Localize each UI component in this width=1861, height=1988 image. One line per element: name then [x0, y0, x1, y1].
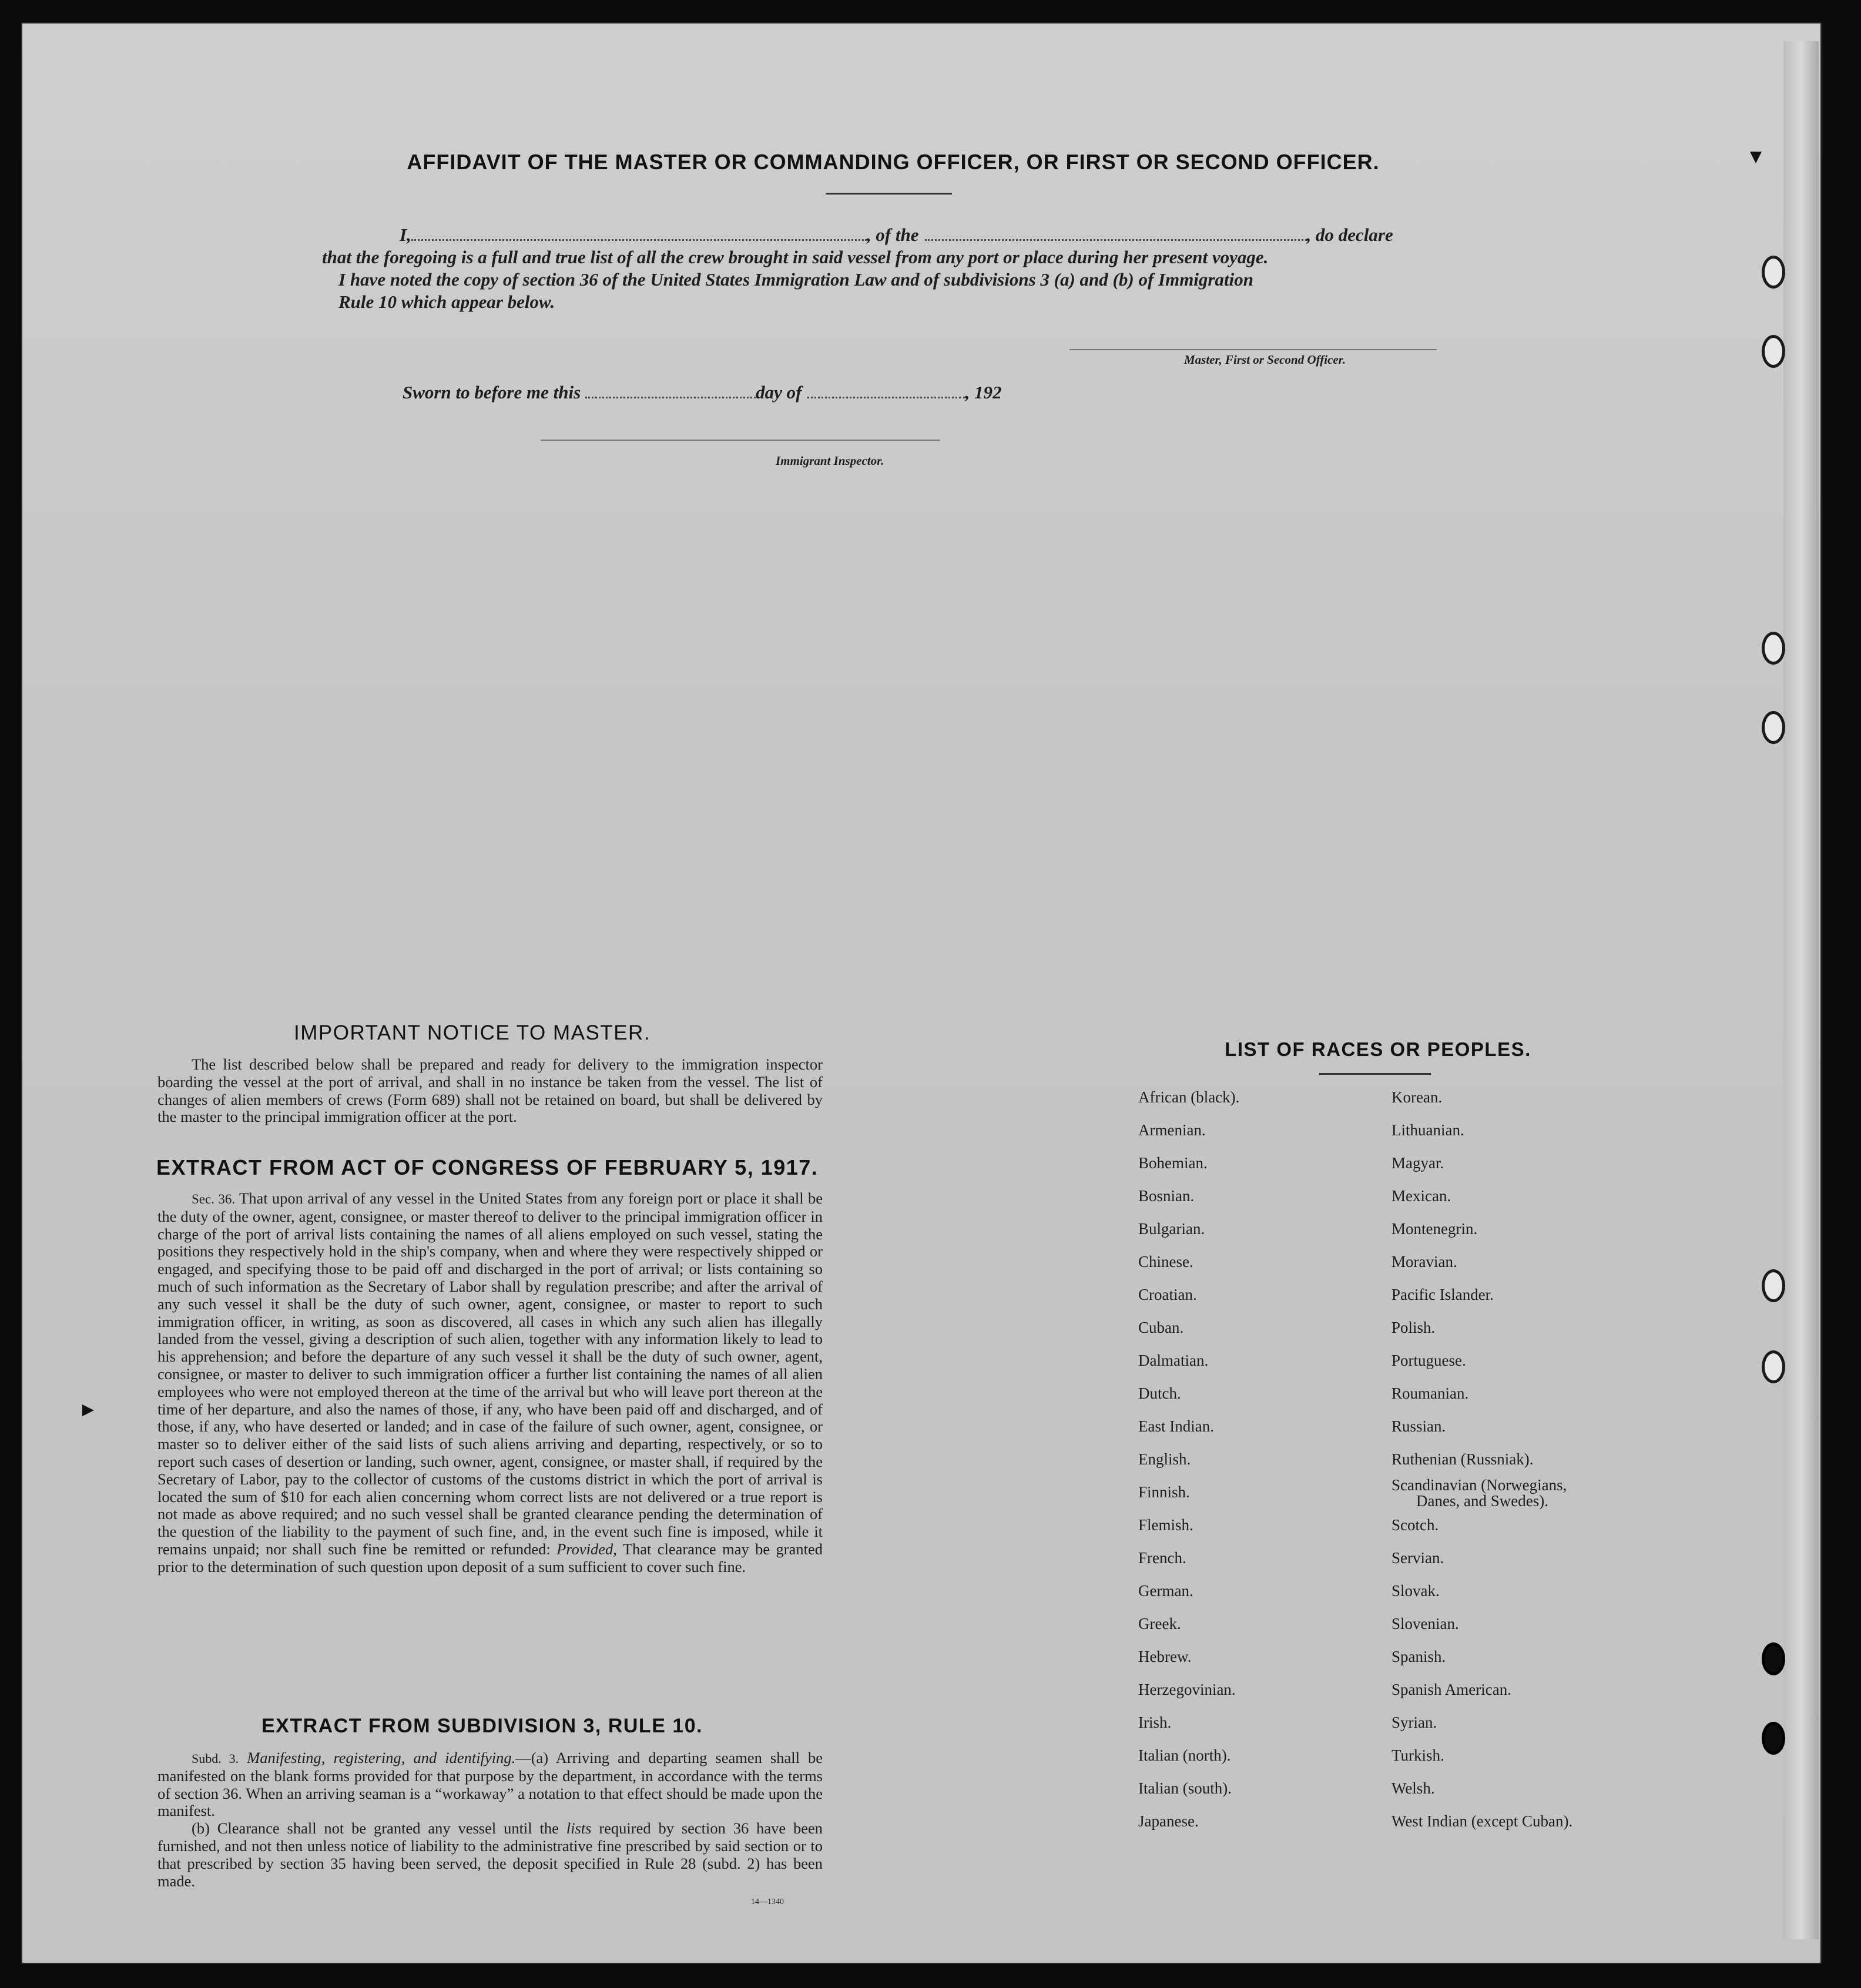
subd-b-text-2: required by section 36 have been furnished, and not then unless notice of liability to the administrative fine prescribed by said section or to that prescribed by section 35 having been served, the deposit specified in Rule 28 (subd. 2) has been made. [157, 1819, 823, 1890]
subd-b-text-1: (b) Clearance shall not be granted any vessel until the [192, 1819, 559, 1838]
race-item: Slovak. [1391, 1582, 1440, 1600]
page-edge [1783, 41, 1819, 1939]
binder-hole [1762, 1269, 1785, 1302]
race-item: Chinese. [1138, 1253, 1193, 1270]
race-item: Dalmatian. [1138, 1352, 1209, 1369]
affidavit-line-2: that the foregoing is a full and true list of all the crew brought in said vessel from any port or place during her present voyage. [322, 247, 1269, 267]
race-item: Pacific Islander. [1391, 1286, 1494, 1303]
binder-hole [1762, 711, 1785, 744]
affidavit-do-declare: , do declare [1306, 224, 1393, 245]
race-item: Montenegrin. [1391, 1220, 1478, 1238]
year-text: , 192 [965, 382, 1002, 403]
form-number: 14—1340 [751, 1898, 784, 1906]
race-item: Flemish. [1138, 1516, 1193, 1534]
act-provided: Provided, [556, 1540, 617, 1558]
race-item: African (black). [1138, 1088, 1240, 1106]
race-item: French. [1138, 1549, 1186, 1567]
affidavit-i: I, [400, 224, 411, 245]
race-item: Mexican. [1391, 1187, 1451, 1205]
race-item-continuation: Danes, and Swedes). [1416, 1492, 1548, 1510]
day-of-text: day of [756, 382, 802, 403]
binder-hole [1762, 1722, 1785, 1755]
race-item: Moravian. [1391, 1253, 1457, 1270]
race-item-text: Scandinavian (Norwegians, [1391, 1476, 1567, 1494]
race-item: Spanish American. [1391, 1681, 1511, 1698]
race-item: Portuguese. [1391, 1352, 1466, 1369]
binder-hole [1762, 632, 1785, 665]
race-item: Magyar. [1391, 1154, 1444, 1172]
month-blank[interactable] [807, 397, 965, 398]
race-item: Greek. [1138, 1615, 1181, 1632]
race-item: Korean. [1391, 1088, 1443, 1106]
rule10-title: EXTRACT FROM SUBDIVISION 3, RULE 10. [261, 1715, 703, 1737]
binder-hole [1762, 256, 1785, 289]
inspector-signature-label: Immigrant Inspector. [776, 454, 884, 468]
subd-label: Subd. 3. [192, 1751, 239, 1766]
race-item: Bosnian. [1138, 1187, 1195, 1205]
day-blank[interactable] [585, 397, 756, 398]
race-item: Croatian. [1138, 1286, 1197, 1303]
race-item: West Indian (except Cuban). [1391, 1812, 1573, 1830]
binder-hole [1762, 335, 1785, 368]
subd-heading: Manifesting, registering, and identifying. [247, 1749, 516, 1766]
vessel-blank[interactable] [925, 239, 1307, 241]
race-item: Roumanian. [1391, 1384, 1469, 1402]
race-item: Herzegovinian. [1138, 1681, 1236, 1698]
race-item: English. [1138, 1450, 1191, 1468]
race-item [1391, 1477, 1644, 1509]
race-item: Slovenian. [1391, 1615, 1459, 1632]
race-item: Finnish. [1138, 1483, 1190, 1501]
arrow-marker-icon [82, 1404, 94, 1416]
affidavit-line-4: Rule 10 which appear below. [338, 291, 555, 312]
race-item: Russian. [1391, 1417, 1446, 1435]
affidavit-title: AFFIDAVIT OF THE MASTER OR COMMANDING OFFICER, OR FIRST OR SECOND OFFICER. [407, 150, 1380, 174]
rule10-text [157, 1749, 823, 1890]
document-page [22, 24, 1820, 1963]
notice-body: The list described below shall be prepared and ready for delivery to the immigration inspector boarding the vessel at the port of arrival, and shall in no instance be taken from the vessel. The list of changes of alien members of crews (Form 689) shall not be retained on board, but shall be delivered by the master to the principal immigration officer at the port. [157, 1055, 823, 1126]
race-item: Welsh. [1391, 1779, 1435, 1797]
race-item: Servian. [1391, 1549, 1444, 1567]
race-item: Spanish. [1391, 1648, 1446, 1665]
race-item: Italian (north). [1138, 1746, 1231, 1764]
race-item: Dutch. [1138, 1384, 1181, 1402]
binder-hole [1762, 1350, 1785, 1383]
notice-text [157, 1056, 823, 1126]
race-item: East Indian. [1138, 1417, 1214, 1435]
act-body: That upon arrival of any vessel in the United States from any foreign port or place it shall be the duty of the owner, agent, consignee, or master thereof to deliver to the principal immigration officer in charge of the port of arrival lists containing the names of all aliens employed on such vessel, stating the positions they respectively hold in the ship's company, when and where they were respectively shipped or engaged, and specifying those to be paid off and discharged in the port of arrival; or lists containing so much of such information as the Secretary of Labor shall by regulation prescribe; and after the arrival of any such vessel it shall be the duty of such owner, agent, consignee, or master to report to such immigration officer, in writing, as soon as discovered, all cases in which any such alien has illegally landed from the vessel, giving a description of such alien, together with any information likely to lead to his apprehension; and before the departure of any such vessel it shall be the duty of such owner, agent, consignee, or master to deliver to such immigration officer a further list containing the names of all alien employees who were not employed thereon at the time of the arrival but who will leave port thereon at the time of her departure, and also the names of those, if any, who have been paid off and discharged, and of those, if any, who have deserted or landed; and in case of the failure of such owner, agent, consignee, or master so to deliver either of the said lists of such aliens arriving and departing, respectively, or so to report such cases of desertion or landing, such owner, agent, consignee, or master shall, if required by the Secretary of Labor, pay to the collector of customs of the customs district in which the port of arrival is located the sum of $10 for each alien concerning whom correct lists are not delivered or a true report is not made as above required; and no such vessel shall be granted clearance pending the determination of the question of the liability to the payment of such fine, and, in the event such fine is imposed, while it remains unpaid; nor shall such fine be remitted or refunded: [157, 1189, 823, 1558]
race-item: Cuban. [1138, 1319, 1184, 1336]
race-item: Bulgarian. [1138, 1220, 1205, 1238]
race-item: Syrian. [1391, 1714, 1437, 1731]
sec-36-label: Sec. 36. [192, 1192, 236, 1206]
master-signature-line[interactable] [1069, 349, 1437, 350]
binder-hole [1762, 1642, 1785, 1675]
race-item: Lithuanian. [1391, 1121, 1464, 1139]
race-item: Irish. [1138, 1714, 1172, 1731]
name-blank[interactable] [411, 239, 867, 241]
race-item: Hebrew. [1138, 1648, 1192, 1665]
sworn-text: Sworn to before me this [403, 382, 581, 403]
subd-a-text: —(a) Arriving and departing seamen shall be manifested on the blank forms provided for that purpose by the department, in accordance with the terms of section 36. When an arriving seaman is a “workaway” a notation to that effect should be made upon the manifest. [157, 1749, 823, 1820]
subd-b-lists: lists [566, 1819, 592, 1838]
race-item: Bohemian. [1138, 1154, 1208, 1172]
title-divider [826, 193, 952, 195]
race-item: Armenian. [1138, 1121, 1206, 1139]
act-title: EXTRACT FROM ACT OF CONGRESS OF FEBRUARY 5, 1917. [156, 1155, 819, 1179]
race-item: Polish. [1391, 1319, 1436, 1336]
act-body-end: That clearance may be granted prior to the determination of such question upon deposit of a sum sufficient to cover such fine. [157, 1540, 823, 1575]
notice-title: IMPORTANT NOTICE TO MASTER. [294, 1021, 651, 1044]
race-item: German. [1138, 1582, 1193, 1600]
race-item: Ruthenian (Russniak). [1391, 1450, 1534, 1468]
affidavit-of-the: , of the [866, 224, 919, 245]
arrow-marker-icon [1750, 152, 1762, 163]
affidavit-line-3: I have noted the copy of section 36 of the United States Immigration Law and of subdivisions 3 (a) and (b) of Immigration [338, 269, 1253, 290]
act-text [157, 1190, 823, 1576]
master-signature-label: Master, First or Second Officer. [1184, 353, 1346, 367]
races-divider [1319, 1073, 1431, 1075]
sworn-line [403, 382, 1002, 403]
inspector-signature-line[interactable] [541, 440, 940, 441]
races-title: LIST OF RACES OR PEOPLES. [1225, 1038, 1531, 1060]
race-item: Japanese. [1138, 1812, 1199, 1830]
race-item: Scotch. [1391, 1516, 1439, 1534]
affidavit-line-1 [400, 224, 1393, 246]
race-item: Turkish. [1391, 1746, 1444, 1764]
race-item: Italian (south). [1138, 1779, 1232, 1797]
